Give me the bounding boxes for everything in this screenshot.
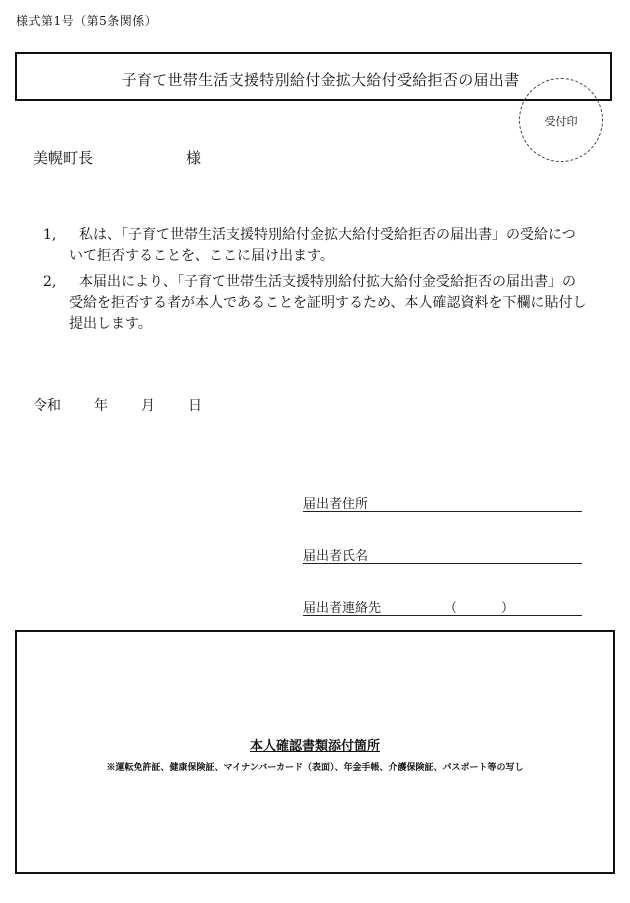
applicant-name-label: 届出者氏名 bbox=[303, 549, 369, 564]
item-text: 本届出により、「子育て世帯生活支援特別給付拡大給付金受給拒否の届出書」の受給を拒否する者が本人であることを証明するため、本人確認資料を下欄に貼付し提出します。 bbox=[69, 274, 587, 332]
attachment-title bbox=[17, 735, 613, 754]
contact-paren-close: ） bbox=[501, 601, 515, 616]
reception-stamp-area bbox=[519, 78, 603, 162]
attachment-note: ※運転免許証、健康保険証、マイナンバーカード（表面）、年金手帳、介護保険証、パスポート等の写し bbox=[106, 763, 524, 773]
declaration-item-1 bbox=[43, 225, 588, 267]
id-document-attachment-area bbox=[15, 630, 615, 874]
addressee-honorific: 様 bbox=[186, 149, 202, 167]
date-month-label: 月 bbox=[141, 398, 155, 414]
reception-stamp-label: 受付印 bbox=[544, 115, 578, 128]
item-text: 私は、「子育て世帯生活支援特別給付金拡大給付受給拒否の届出書」の受給について拒否することを、ここに届け出ます。 bbox=[69, 227, 576, 264]
title-box bbox=[15, 52, 612, 101]
date-era: 令和 bbox=[33, 398, 61, 414]
form-number: 様式第1号（第5条関係） bbox=[16, 14, 158, 28]
item-number: 2, bbox=[43, 274, 57, 290]
attachment-title-text: 本人確認書類添付箇所 bbox=[249, 739, 380, 754]
item-number: 1, bbox=[43, 227, 57, 243]
applicant-contact-label: 届出者連絡先 bbox=[303, 601, 382, 616]
applicant-contact-field[interactable] bbox=[303, 597, 582, 616]
applicant-address-field[interactable] bbox=[303, 493, 582, 512]
document-title: 子育て世帯生活支援特別給付金拡大給付受給拒否の届出書 bbox=[121, 71, 520, 89]
date-day-label: 日 bbox=[188, 398, 202, 414]
declaration-item-2 bbox=[43, 272, 588, 335]
applicant-address-label: 届出者住所 bbox=[303, 497, 369, 512]
addressee: 美幌町長 bbox=[33, 149, 94, 167]
contact-paren-open: （ bbox=[444, 601, 458, 616]
date-year-label: 年 bbox=[94, 398, 108, 414]
applicant-name-field[interactable] bbox=[303, 545, 582, 564]
